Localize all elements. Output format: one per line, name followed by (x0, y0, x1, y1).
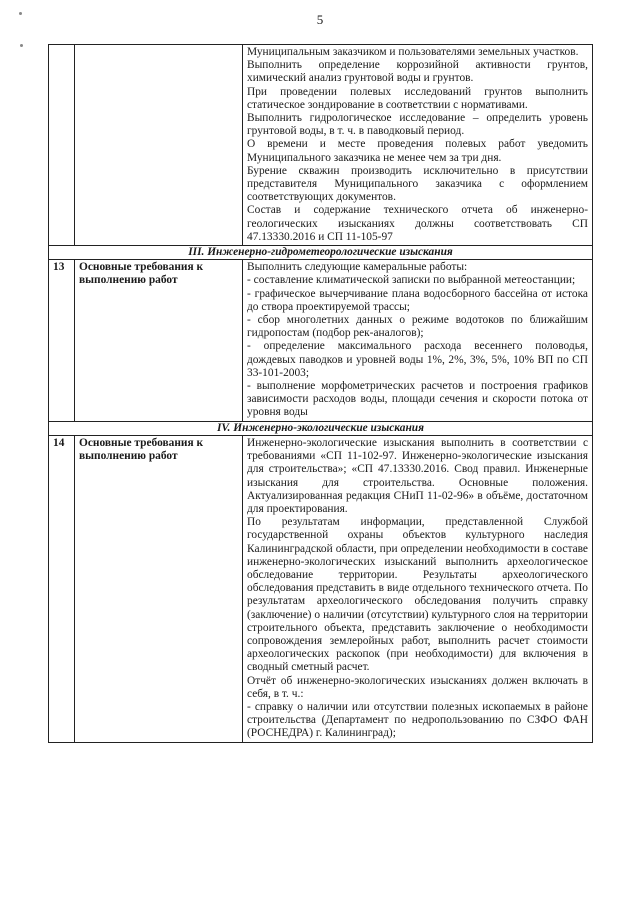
row-body-cell (243, 260, 593, 421)
row-name: Основные требования к выполнению работ (75, 260, 243, 421)
body-paragraph: - справку о наличии или отсутствии полезных ископаемых в районе строительства (Департамент по недропользованию по СЗФО ФАН (РОСНЕДРА) г. Калининград); (247, 700, 588, 740)
row-number: 14 (49, 435, 75, 742)
body-paragraph: - графическое вычерчивание плана водосборного бассейна от истока до створа проектируемой трассы; (247, 287, 588, 313)
body-paragraph: Выполнить определение коррозийной активности грунтов, химический анализ грунтовой воды и грунтов. (247, 59, 588, 85)
row-body-cell (243, 45, 593, 246)
scan-speck (20, 44, 23, 47)
body-paragraph: - составление климатической записки по выбранной метеостанции; (247, 274, 576, 287)
body-paragraph: Бурение скважин производить исключительно в присутствии представителя Муниципального заказчика с оформлением соответствующих документов. (247, 164, 588, 204)
row-number: 13 (49, 260, 75, 421)
body-paragraph: - сбор многолетних данных о режиме водотоков по ближайшим гидропостам (подбор рек-аналогов); (247, 314, 588, 340)
body-paragraph: Состав и содержание технического отчета об инженерно-геологических изысканиях должны соответствовать СП 47.13330.2016 и СП 11-105-97 (247, 204, 588, 243)
section-title: III. Инженерно-гидрометеорологические изыскания (49, 246, 593, 260)
body-paragraph: - выполнение морфометрических расчетов и построения графиков зависимости расходов воды, площади сечения и скорости потока от уровня воды (247, 380, 588, 419)
body-paragraph: О времени и месте проведения полевых работ уведомить Муниципального заказчика не менее чем за три дня. (247, 138, 588, 164)
section-header-row (49, 246, 593, 260)
body-paragraph: Муниципальным заказчиком и пользователями земельных участков. (247, 46, 579, 58)
section-title: IV. Инженерно-экологические изыскания (49, 421, 593, 435)
requirements-table (48, 44, 593, 743)
body-paragraph: Отчёт об инженерно-экологических изысканиях должен включать в себя, в т. ч.: (247, 674, 588, 700)
row-number-cell (49, 45, 75, 246)
body-paragraph: Инженерно-экологические изыскания выполнить в соответствии с требованиями «СП 11-102-97. Инженерно-экологические изыскания для строительства»; «СП 47.13330.2016. Свод правил. Инженерные изыскания для строительства. Основные положения. Актуализированная редакция СНиП 11-02-96» в объёме, достаточном для проектирования. (247, 436, 588, 515)
table-row-13 (49, 260, 593, 421)
table-row-continuation (49, 45, 593, 246)
row-name: Основные требования к выполнению работ (75, 435, 243, 742)
table-row-14 (49, 435, 593, 742)
body-paragraph: По результатам информации, представленной Службой государственной охраны объектов культурного наследия Калининградской области, при определении необходимости в составе инженерно-экологических изысканий выполнить археологическое обследование территории. Результаты археологического обследования представить в виде отдельного технического отчета. По результатам археологического обследования получить справку (заключение) о наличии (отсутствии) культурного слоя на территории строительного объекта, представить заключение о необходимости сопровождения землеройных работ, выполнить расчет стоимости археологических раскопок (при необходимости) для включения в сводный сметный расчет. (247, 516, 588, 674)
page-number: 5 (316, 12, 324, 27)
body-paragraph: Выполнить следующие камеральные работы: (247, 261, 468, 274)
body-paragraph: - определение максимального расхода весеннего половодья, дождевых паводков и уровней воды 1%, 2%, 3%, 5%, 10% ВП по СП 33-101-2003; (247, 340, 588, 379)
row-body-cell (243, 435, 593, 742)
body-paragraph: При проведении полевых исследований грунтов выполнить статическое зондирование в соответствии с нормативами. (247, 85, 588, 111)
row-name-cell (75, 45, 243, 246)
section-header-row (49, 421, 593, 435)
scan-speck (19, 12, 22, 15)
body-paragraph: Выполнить гидрологическое исследование – определить уровень грунтовой воды, в т. ч. в паводковый период. (247, 112, 588, 138)
